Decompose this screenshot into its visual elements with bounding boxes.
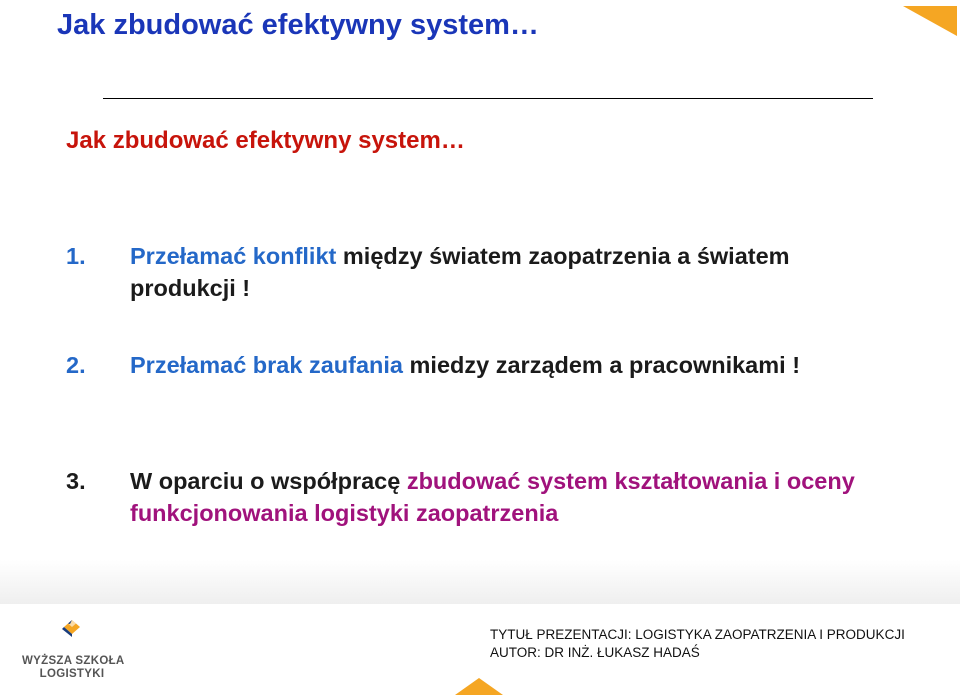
list-item-3 — [66, 465, 896, 529]
presentation-title: TYTUŁ PREZENTACJI: LOGISTYKA ZAOPATRZENIA I PRODUKCJI — [490, 627, 905, 642]
item-highlight: Przełamać brak zaufania — [130, 352, 403, 378]
list-item-2 — [66, 349, 896, 381]
item-rest: między światem zaopatrzenia a światem produkcji ! — [130, 243, 790, 301]
bottom-triangle-icon — [455, 678, 503, 695]
wsl-logo-icon — [22, 619, 122, 655]
item-rest: W oparciu o współpracę — [130, 468, 407, 494]
item-rest: miedzy zarządem a pracownikami ! — [403, 352, 801, 378]
author: AUTOR: DR INŻ. ŁUKASZ HADAŚ — [490, 645, 700, 660]
slide-title: Jak zbudować efektywny system… — [57, 9, 539, 41]
item-highlight: zbudować system kształtowania i oceny funkcjonowania logistyki zaopatrzenia — [130, 468, 855, 526]
item-text — [130, 240, 896, 304]
slide-subtitle: Jak zbudować efektywny system… — [66, 127, 465, 154]
corner-triangle-icon — [903, 6, 957, 36]
item-text — [130, 349, 896, 381]
item-highlight: Przełamać konflikt — [130, 243, 337, 269]
school-name-line2: LOGISTYKI — [39, 668, 105, 680]
title-divider — [103, 98, 873, 99]
item-number: 3. — [66, 468, 86, 494]
item-number: 2. — [66, 352, 86, 378]
item-number: 1. — [66, 243, 86, 269]
school-name-line1: WYŻSZA SZKOŁA — [22, 655, 125, 667]
list-item-1 — [66, 240, 896, 304]
item-text — [130, 465, 896, 529]
